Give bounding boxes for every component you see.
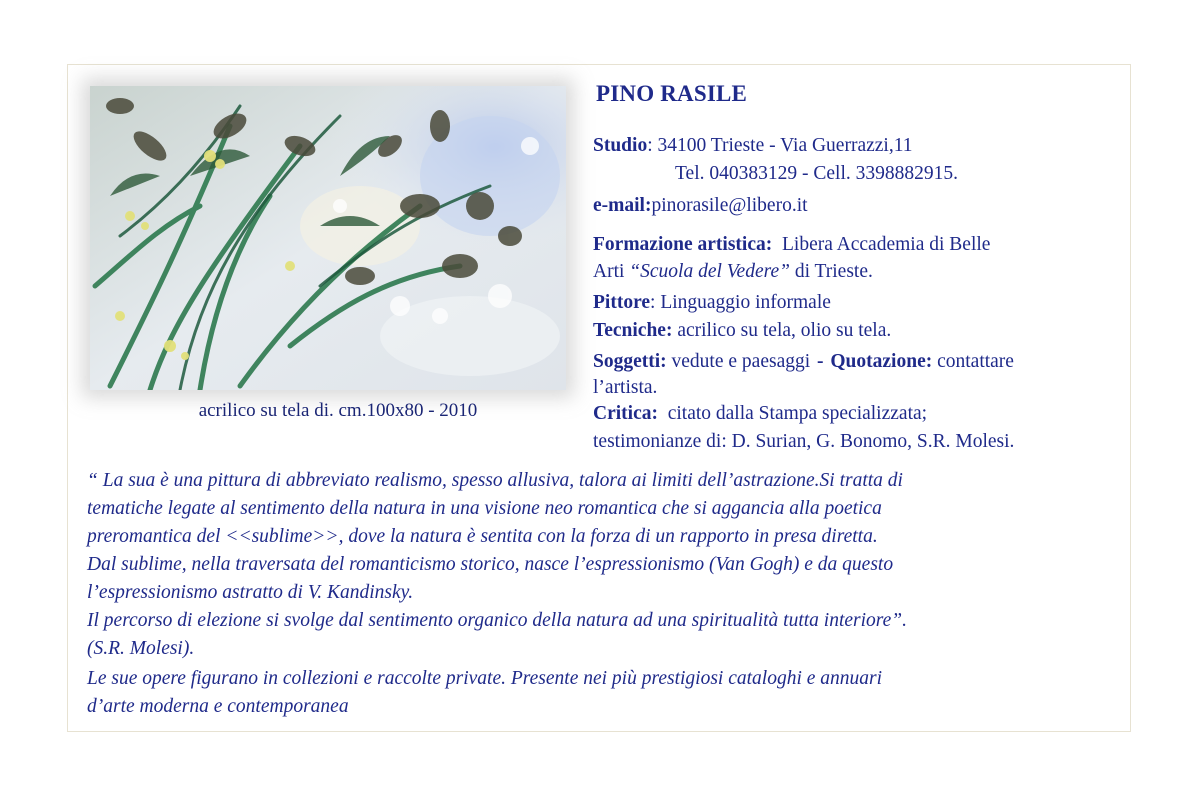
quote-line: Dal sublime, nella traversata del romanticismo storico, nasce l’espressionismo (Van Gogh) e da questo — [87, 554, 894, 575]
formazione-line-2 — [593, 260, 873, 284]
email-label: e-mail: — [593, 195, 652, 216]
collections-line: d’arte moderna e contemporanea — [87, 696, 349, 717]
tecniche-text: acrilico su tela, olio su tela. — [677, 320, 892, 341]
formazione-text-2a: Arti — [593, 261, 625, 282]
painting-image — [90, 86, 566, 390]
quote-line: preromantica del <<sublime>>, dove la natura è sentita con la forza di un rapporto in presa diretta. — [87, 526, 878, 547]
quote-line: Il percorso di elezione si svolge dal sentimento organico della natura ad una spiritualità tutta interiore”. — [87, 610, 908, 631]
email-address[interactable]: pinorasile@libero.it — [651, 195, 808, 216]
formazione-school: “Scuola del Vedere” — [629, 261, 790, 282]
critica-line-1 — [593, 402, 927, 426]
soggetti-line: Soggetti: vedute e paesaggi - Quotazione: contattare — [593, 351, 1014, 372]
quote-attribution: (S.R. Molesi). — [87, 638, 195, 659]
critica-line-2: testimonianze di: D. Surian, G. Bonomo, S.R. Molesi. — [593, 431, 1015, 452]
studio-label: Studio — [593, 135, 648, 156]
quote-line: l’espressionismo astratto di V. Kandinsky. — [87, 582, 414, 603]
soggetti-label: Soggetti: — [593, 351, 667, 372]
email-line — [593, 194, 808, 218]
quote-line: tematiche legate al sentimento della natura in una visione neo romantica che si aggancia alla poetica — [87, 498, 882, 519]
formazione-line-1 — [593, 233, 990, 257]
painting-illustration — [90, 86, 566, 390]
formazione-text-2b: di Trieste. — [794, 261, 873, 282]
soggetti-text: vedute e paesaggi — [671, 351, 811, 372]
pittore-text: : Linguaggio informale — [650, 292, 831, 313]
formazione-label: Formazione artistica: — [593, 234, 773, 255]
studio-address: 34100 Trieste - Via Guerrazzi,11 — [657, 135, 913, 156]
artist-name: PINO RASILE — [596, 81, 748, 106]
pittore-label: Pittore — [593, 292, 651, 313]
critica-text-1: citato dalla Stampa specializzata; — [667, 403, 928, 424]
collections-line: Le sue opere figurano in collezioni e raccolte private. Presente nei più prestigiosi cataloghi e annuari — [87, 668, 883, 689]
formazione-text-1: Libera Accademia di Belle — [781, 234, 991, 255]
critica-label: Critica: — [593, 403, 658, 424]
studio-line: Studio: 34100 Trieste - Via Guerrazzi,11 — [593, 135, 913, 156]
quotazione-text-1: contattare — [937, 351, 1014, 372]
tecniche-line — [593, 319, 891, 343]
quotazione-label: Quotazione: — [830, 351, 933, 372]
quotazione-line-2: l’artista. — [593, 377, 658, 398]
tecniche-label: Tecniche: — [593, 320, 673, 341]
phone-line: Tel. 040383129 - Cell. 3398882915. — [675, 163, 958, 184]
pittore-line — [593, 291, 831, 315]
painting-caption: acrilico su tela di. cm.100x80 - 2010 — [198, 400, 478, 421]
quote-line: “ La sua è una pittura di abbreviato realismo, spesso allusiva, talora ai limiti dell’astrazione.Si tratta di — [87, 470, 903, 491]
